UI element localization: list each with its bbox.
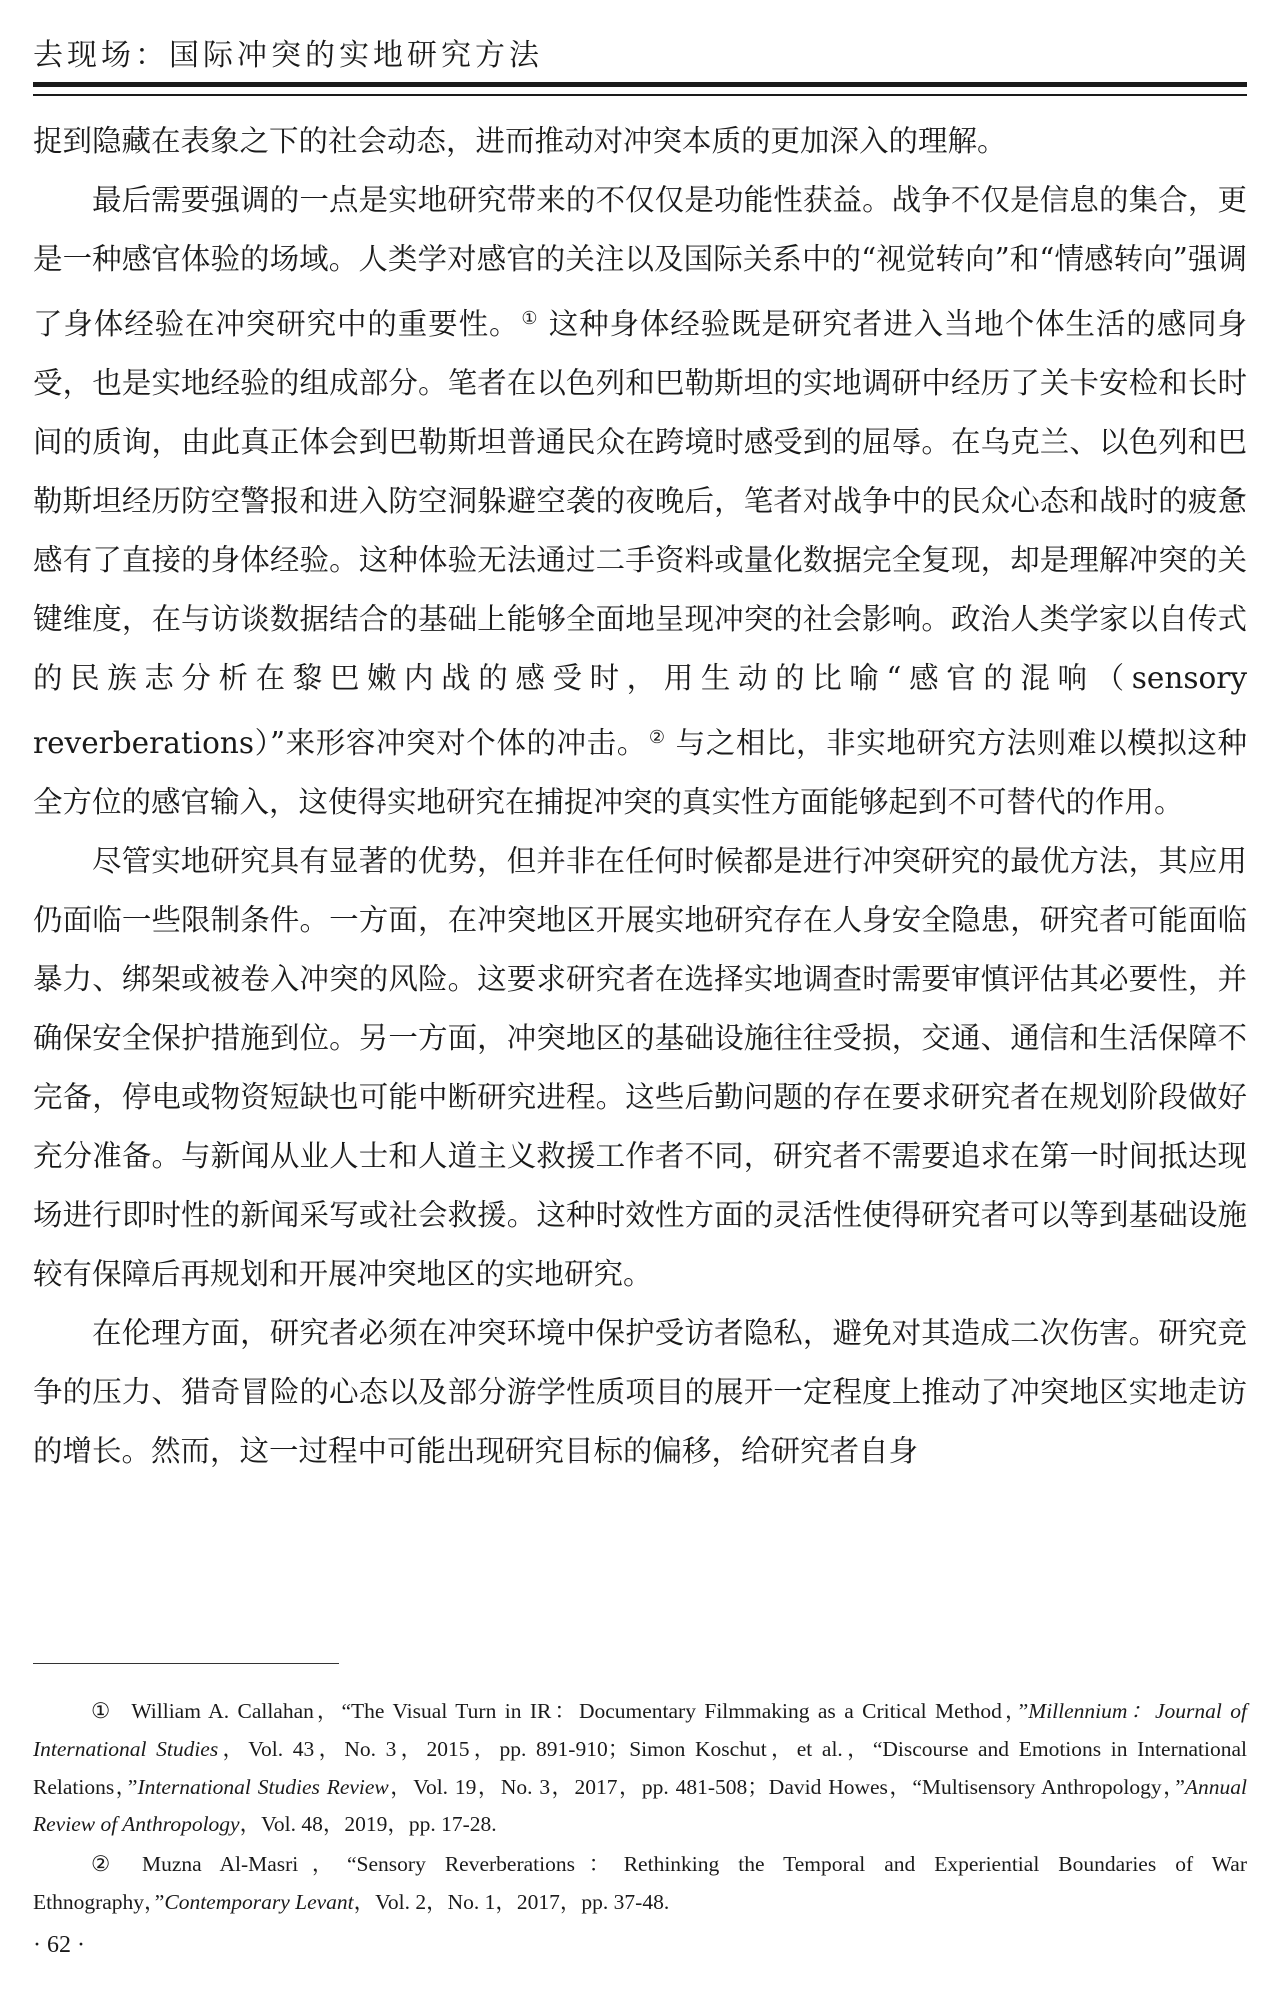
footnote-separator [33,1663,339,1664]
footnote-2 [33,1846,1247,1922]
paragraph: 尽管实地研究具有显著的优势，但并非在任何时候都是进行冲突研究的最优方法，其应用仍面临一些限制条件。一方面，在冲突地区开展实地研究存在人身安全隐患，研究者可能面临暴力、绑架或被卷入冲突的风险。这要求研究者在选择实地调查时需要审慎评估其必要性，并确保安全保护措施到位。另一方面，冲突地区的基础设施往往受损，交通、通信和生活保障不完备，停电或物资短缺也可能中断研究进程。这些后勤问题的存在要求研究者在规划阶段做好充分准备。与新闻从业人士和人道主义救援工作者不同，研究者不需要追求在第一时间抵达现场进行即时性的新闻采写或社会救援。这种时效性方面的灵活性使得研究者可以等到基础设施较有保障后再规划和开展冲突地区的实地研究。 [33,844,1247,1291]
journal-title: Contemporary Levant [164,1889,354,1914]
journal-title: International Studies Review [137,1774,389,1799]
footnote-ref-2[interactable]: ② [648,727,666,748]
footnote-text: William A. Callahan，“The Visual Turn in IR：Documentary Filmmaking as a Critical Method，” [131,1699,1029,1723]
header-rule-thin [33,94,1247,96]
paragraph-text: 与之相比，非实地研究方法则难以模拟这种全方位的感官输入，这使得实地研究在捕捉冲突的真实性方面能够起到不可替代的作用。 [33,726,1247,819]
paragraph: 在伦理方面，研究者必须在冲突环境中保护受访者隐私，避免对其造成二次伤害。研究竞争的压力、猎奇冒险的心态以及部分游学性质项目的展开一定程度上推动了冲突地区实地走访的增长。然而，这一过程中可能出现研究目标的偏移，给研究者自身 [33,1316,1247,1468]
journal-title: Annual Review of Anthropology [33,1774,1247,1837]
footnote-number: ② [91,1852,124,1877]
paragraph-continued: 捉到隐藏在表象之下的社会动态，进而推动对冲突本质的更加深入的理解。 [33,124,1007,158]
page-number: · 62 · [33,1932,85,1958]
paragraph [33,171,1247,832]
footnotes [33,1693,1247,1922]
footnote-1 [33,1693,1247,1844]
footnote-text: ，Vol. 43，No. 3，2015，pp. 891-910；Simon Koschut，et al.，“Discourse and Emotions in International Relations，” [33,1736,1248,1799]
running-title: 去现场：国际冲突的实地研究方法 [33,38,543,73]
paragraph-text: 最后需要强调的一点是实地研究带来的不仅仅是功能性获益。战争不仅是信息的集合，更是一种感官体验的场域。人类学对感官的关注以及国际关系中的“视觉转向”和“情感转向”强调了身体经验在冲突研究中的重要性。 [33,183,1247,341]
journal-title: Millennium：Journal of International Studies [33,1699,1247,1761]
footnote-text: ，Vol. 2，No. 1，2017，pp. 37-48. [353,1889,670,1914]
footnote-text: ，Vol. 19，No. 3，2017，pp. 481-508；David Howes，“Multisensory Anthropology，” [388,1774,1185,1799]
footnote-text: ，Vol. 48，2019，pp. 17-28. [239,1812,497,1837]
header-rule-thick [33,82,1247,87]
paragraph-text: 这种身体经验既是研究者进入当地个体生活的感同身受，也是实地经验的组成部分。笔者在以色列和巴勒斯坦的实地调研中经历了关卡安检和长时间的质询，由此真正体会到巴勒斯坦普通民众在跨境时感受到的屈辱。在乌克兰、以色列和巴勒斯坦经历防空警报和进入防空洞躲避空袭的夜晚后，笔者对战争中的民众心态和战时的疲惫感有了直接的身体经验。这种体验无法通过二手资料或量化数据完全复现，却是理解冲突的关键维度，在与访谈数据结合的基础上能够全面地呈现冲突的社会影响。政治人类学家以自传式的民族志分析在黎巴嫩内战的感受时，用生动的比喻“感官的混响（sensory reverberations）”来形容冲突对个体的冲击。 [33,307,1247,760]
body-text [33,112,1247,1481]
footnote-number: ① [91,1699,114,1723]
footnote-text: Muzna Al-Masri，“Sensory Reverberations：Rethinking the Temporal and Experiential Boundaries of War Ethnography，” [33,1852,1247,1914]
footnote-ref-1[interactable]: ① [521,308,539,329]
